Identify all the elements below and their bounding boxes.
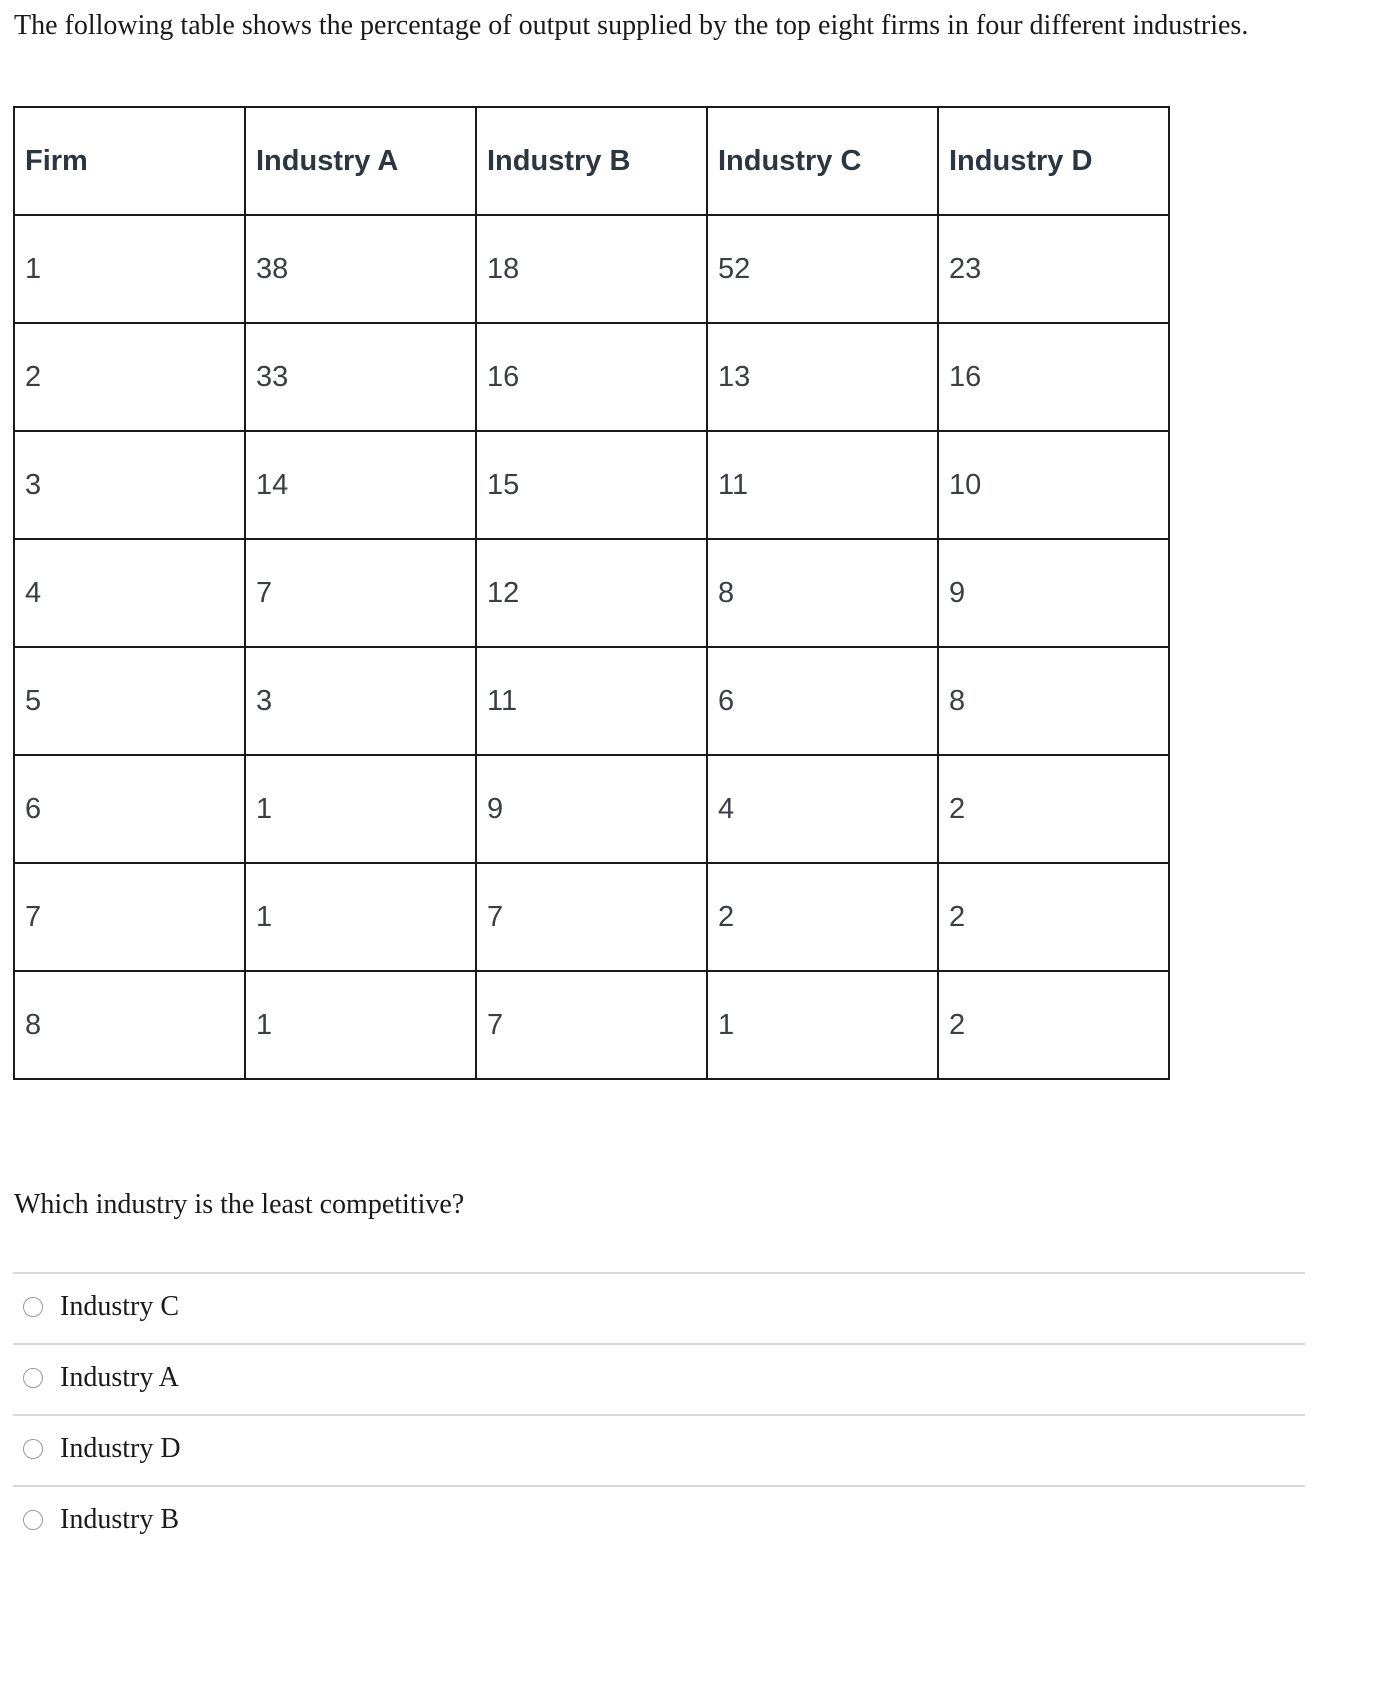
table-cell: 1 xyxy=(245,755,476,863)
table-cell: 2 xyxy=(14,323,245,431)
table-cell: 2 xyxy=(707,863,938,971)
header-industry-a: Industry A xyxy=(245,107,476,215)
table-cell: 38 xyxy=(245,215,476,323)
header-industry-d: Industry D xyxy=(938,107,1169,215)
table-cell: 11 xyxy=(707,431,938,539)
intro-text: The following table shows the percentage of output supplied by the top eight firms in four different industries. xyxy=(14,10,1249,41)
radio-button[interactable] xyxy=(23,1297,43,1317)
answer-option-label[interactable]: Industry C xyxy=(60,1291,179,1322)
table-cell: 9 xyxy=(938,539,1169,647)
table-header-row xyxy=(14,107,1169,215)
header-industry-c: Industry C xyxy=(707,107,938,215)
table-cell: 1 xyxy=(707,971,938,1079)
radio-button[interactable] xyxy=(23,1439,43,1459)
table-cell: 5 xyxy=(14,647,245,755)
table-cell: 2 xyxy=(938,971,1169,1079)
table-cell: 8 xyxy=(14,971,245,1079)
output-share-table xyxy=(13,106,1170,1080)
table-cell: 16 xyxy=(476,323,707,431)
table-cell: 2 xyxy=(938,755,1169,863)
table-row xyxy=(14,647,1169,755)
table-cell: 7 xyxy=(14,863,245,971)
answer-option-label[interactable]: Industry B xyxy=(60,1504,179,1535)
table-cell: 8 xyxy=(938,647,1169,755)
table-row xyxy=(14,971,1169,1079)
table-cell: 10 xyxy=(938,431,1169,539)
table-cell: 1 xyxy=(245,863,476,971)
table-row xyxy=(14,215,1169,323)
answer-option-label[interactable]: Industry D xyxy=(60,1433,181,1464)
table-cell: 4 xyxy=(14,539,245,647)
table-cell: 16 xyxy=(938,323,1169,431)
table-cell: 7 xyxy=(245,539,476,647)
header-industry-b: Industry B xyxy=(476,107,707,215)
table-cell: 6 xyxy=(14,755,245,863)
table-cell: 7 xyxy=(476,971,707,1079)
table-row xyxy=(14,539,1169,647)
table-cell: 1 xyxy=(245,971,476,1079)
table-cell: 12 xyxy=(476,539,707,647)
table-cell: 18 xyxy=(476,215,707,323)
answer-option-label[interactable]: Industry A xyxy=(60,1362,179,1393)
table-cell: 15 xyxy=(476,431,707,539)
table-cell: 8 xyxy=(707,539,938,647)
table-row xyxy=(14,863,1169,971)
table-cell: 7 xyxy=(476,863,707,971)
table-cell: 13 xyxy=(707,323,938,431)
answer-options xyxy=(13,1272,1305,1556)
header-firm: Firm xyxy=(14,107,245,215)
table-cell: 14 xyxy=(245,431,476,539)
radio-button[interactable] xyxy=(23,1510,43,1530)
table-row xyxy=(14,323,1169,431)
table-cell: 4 xyxy=(707,755,938,863)
table-cell: 1 xyxy=(14,215,245,323)
table-cell: 52 xyxy=(707,215,938,323)
table-cell: 9 xyxy=(476,755,707,863)
table-row xyxy=(14,431,1169,539)
answer-option-industry-b[interactable] xyxy=(13,1487,1305,1556)
answer-option-industry-c[interactable] xyxy=(13,1274,1305,1345)
table-cell: 3 xyxy=(245,647,476,755)
radio-button[interactable] xyxy=(23,1368,43,1388)
table-cell: 23 xyxy=(938,215,1169,323)
table-cell: 2 xyxy=(938,863,1169,971)
answer-option-industry-d[interactable] xyxy=(13,1416,1305,1487)
answer-option-industry-a[interactable] xyxy=(13,1345,1305,1416)
table-cell: 33 xyxy=(245,323,476,431)
table-row xyxy=(14,755,1169,863)
table-cell: 3 xyxy=(14,431,245,539)
table-cell: 11 xyxy=(476,647,707,755)
table-cell: 6 xyxy=(707,647,938,755)
question-text: Which industry is the least competitive? xyxy=(14,1189,465,1220)
